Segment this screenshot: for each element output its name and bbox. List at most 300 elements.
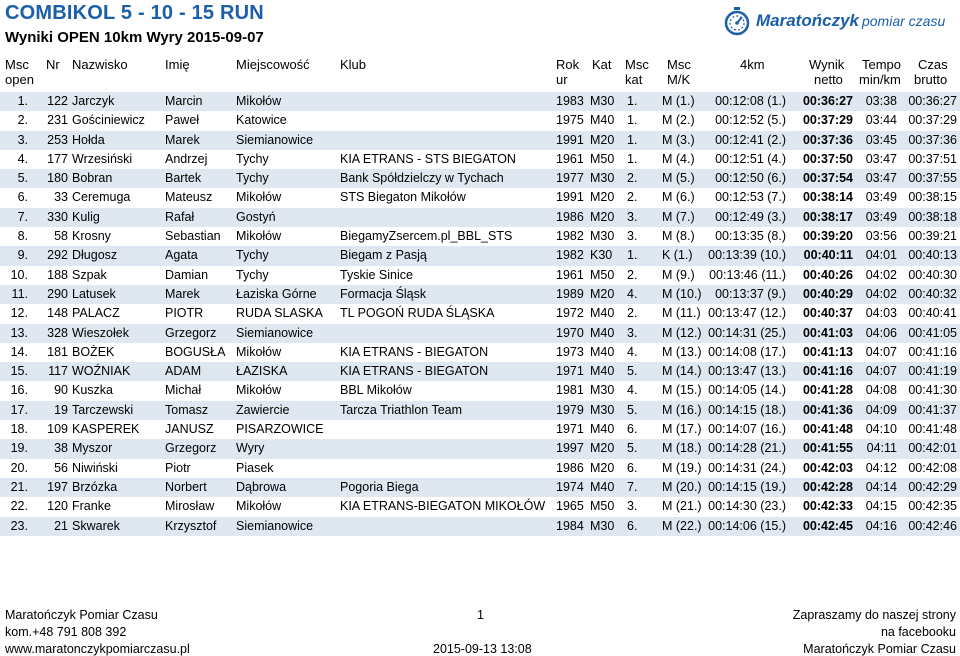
cell-nr: 328 bbox=[47, 325, 68, 340]
cell-nazwisko: Bobran bbox=[72, 171, 113, 186]
cell-nr: 117 bbox=[48, 364, 68, 379]
cell-rok: 1974 bbox=[556, 479, 584, 494]
cell-wynik: 00:42:45 bbox=[802, 518, 853, 533]
cell-msc-mk: M (20.) bbox=[662, 479, 702, 494]
cell-nr: 38 bbox=[54, 441, 68, 456]
cell-nazwisko: Niwiński bbox=[72, 460, 118, 475]
table-row bbox=[0, 459, 960, 478]
cell-nr: 290 bbox=[47, 286, 68, 301]
cell-wynik: 00:40:37 bbox=[802, 306, 853, 321]
cell-imie: JANUSZ bbox=[165, 422, 214, 437]
cell-msc-kat: 2. bbox=[627, 190, 638, 205]
cell-msc-kat: 3. bbox=[627, 209, 638, 224]
cell-miejscowosc: Wyry bbox=[236, 441, 265, 456]
cell-msc: 22. bbox=[10, 499, 28, 514]
cell-msc-kat: 3. bbox=[627, 499, 638, 514]
cell-miejscowosc: Mikołów bbox=[236, 499, 282, 514]
col-rok-2: ur bbox=[556, 72, 568, 87]
footer-page-number: 1 bbox=[477, 608, 484, 622]
cell-miejscowosc: Dąbrowa bbox=[236, 479, 287, 494]
table-row bbox=[0, 439, 960, 458]
cell-czas: 00:40:32 bbox=[908, 286, 957, 301]
table-row bbox=[0, 227, 960, 246]
cell-msc-kat: 1. bbox=[627, 94, 638, 108]
cell-imie: Michał bbox=[165, 383, 202, 398]
cell-wynik: 00:41:16 bbox=[802, 364, 853, 379]
cell-nazwisko: Krosny bbox=[72, 229, 111, 244]
cell-nazwisko: Szpak bbox=[72, 267, 107, 282]
results-table bbox=[0, 92, 960, 536]
cell-nazwisko: Tarczewski bbox=[72, 402, 134, 417]
logo-brand-text: Maratończyk bbox=[756, 11, 859, 30]
cell-kat: M40 bbox=[590, 344, 615, 359]
cell-4km: 00:14:15 (19.) bbox=[708, 479, 786, 494]
cell-kat: M40 bbox=[590, 113, 615, 128]
cell-rok: 1984 bbox=[556, 518, 584, 533]
col-tempo-1: Tempo bbox=[862, 57, 902, 72]
cell-msc-mk: M (22.) bbox=[662, 518, 702, 533]
cell-msc-mk: M (6.) bbox=[662, 190, 695, 205]
col-msc-kat-1: Msc bbox=[625, 57, 649, 72]
cell-wynik: 00:42:03 bbox=[802, 460, 853, 475]
cell-nazwisko: Kuszka bbox=[72, 383, 113, 398]
cell-msc-kat: 6. bbox=[627, 422, 638, 437]
cell-imie: Agata bbox=[165, 248, 198, 263]
cell-klub: TL POGOŃ RUDA ŚLĄSKA bbox=[340, 306, 495, 321]
table-row bbox=[0, 497, 960, 516]
cell-msc: 11. bbox=[11, 286, 28, 301]
cell-rok: 1975 bbox=[556, 113, 584, 128]
cell-czas: 00:37:29 bbox=[908, 113, 957, 128]
cell-msc: 10. bbox=[10, 267, 28, 282]
cell-imie: Sebastian bbox=[165, 229, 221, 244]
cell-kat: M30 bbox=[590, 383, 615, 398]
cell-wynik: 00:41:55 bbox=[802, 441, 853, 456]
cell-kat: M20 bbox=[590, 460, 615, 475]
cell-nazwisko: Brzózka bbox=[72, 479, 118, 494]
cell-tempo: 04:16 bbox=[865, 518, 897, 533]
cell-miejscowosc: RUDA SLASKA bbox=[236, 306, 323, 321]
cell-miejscowosc: Tychy bbox=[236, 248, 269, 263]
cell-wynik: 00:42:33 bbox=[802, 499, 853, 514]
cell-klub: Tarcza Triathlon Team bbox=[340, 402, 463, 417]
cell-imie: Grzegorz bbox=[165, 441, 217, 456]
cell-nr: 253 bbox=[47, 132, 68, 147]
cell-msc: 4. bbox=[17, 151, 28, 166]
cell-tempo: 04:14 bbox=[865, 479, 897, 494]
cell-imie: Paweł bbox=[165, 113, 200, 128]
col-tempo-2: min/km bbox=[859, 72, 901, 87]
cell-klub: KIA ETRANS - STS BIEGATON bbox=[340, 151, 516, 166]
cell-4km: 00:12:51 (4.) bbox=[715, 151, 786, 166]
cell-kat: M40 bbox=[590, 479, 615, 494]
cell-klub: STS Biegaton Mikołów bbox=[340, 190, 466, 205]
cell-czas: 00:41:37 bbox=[908, 402, 957, 417]
cell-imie: Marcin bbox=[165, 94, 203, 108]
cell-nr: 148 bbox=[47, 306, 68, 321]
cell-imie: Grzegorz bbox=[165, 325, 217, 340]
cell-nazwisko: KASPEREK bbox=[72, 422, 140, 437]
col-msc-mk-1: Msc bbox=[667, 57, 691, 72]
cell-kat: M30 bbox=[590, 171, 615, 186]
cell-msc: 23. bbox=[10, 518, 28, 533]
cell-czas: 00:41:19 bbox=[908, 364, 957, 379]
cell-4km: 00:14:28 (21.) bbox=[708, 441, 786, 456]
cell-msc-mk: M (10.) bbox=[662, 286, 702, 301]
cell-miejscowosc: Siemianowice bbox=[236, 518, 314, 533]
cell-imie: Mateusz bbox=[165, 190, 213, 205]
cell-nazwisko: Franke bbox=[72, 499, 111, 514]
cell-imie: ADAM bbox=[165, 364, 202, 379]
cell-kat: M50 bbox=[590, 151, 615, 166]
cell-tempo: 04:02 bbox=[865, 286, 897, 301]
cell-tempo: 04:10 bbox=[865, 422, 897, 437]
cell-imie: Marek bbox=[165, 286, 200, 301]
cell-tempo: 03:49 bbox=[865, 209, 897, 224]
cell-4km: 00:14:30 (23.) bbox=[708, 499, 786, 514]
cell-msc-kat: 3. bbox=[627, 325, 638, 340]
col-kat: Kat bbox=[592, 57, 612, 72]
col-nazwisko: Nazwisko bbox=[72, 57, 128, 72]
cell-nr: 231 bbox=[47, 113, 68, 128]
cell-rok: 1991 bbox=[556, 132, 584, 147]
cell-kat: M40 bbox=[590, 422, 615, 437]
cell-tempo: 04:15 bbox=[865, 499, 897, 514]
cell-msc-kat: 3. bbox=[627, 229, 638, 244]
table-row bbox=[0, 362, 960, 381]
col-wynik-1: Wynik bbox=[809, 57, 845, 72]
table-row bbox=[0, 478, 960, 497]
cell-nr: 109 bbox=[47, 422, 68, 437]
brand-logo bbox=[722, 6, 945, 36]
cell-msc-kat: 1. bbox=[627, 248, 638, 263]
logo-sub-text: pomiar czasu bbox=[861, 13, 946, 29]
cell-tempo: 04:12 bbox=[865, 460, 897, 475]
col-imie: Imię bbox=[165, 57, 190, 72]
cell-tempo: 04:08 bbox=[865, 383, 897, 398]
cell-wynik: 00:41:36 bbox=[802, 402, 853, 417]
cell-wynik: 00:37:50 bbox=[802, 151, 853, 166]
cell-msc-kat: 4. bbox=[627, 344, 638, 359]
cell-4km: 00:14:31 (25.) bbox=[708, 325, 786, 340]
cell-miejscowosc: Mikołów bbox=[236, 94, 282, 108]
cell-nazwisko: Myszor bbox=[72, 441, 113, 456]
cell-nr: 180 bbox=[47, 171, 68, 186]
cell-czas: 00:42:08 bbox=[908, 460, 957, 475]
cell-czas: 00:41:05 bbox=[908, 325, 957, 340]
cell-klub: Formacja Śląsk bbox=[340, 286, 427, 301]
cell-rok: 1961 bbox=[556, 267, 584, 282]
col-msc-open-1: Msc bbox=[5, 57, 29, 72]
cell-tempo: 04:07 bbox=[865, 344, 897, 359]
table-row bbox=[0, 517, 960, 536]
table-row bbox=[0, 266, 960, 285]
col-4km: 4km bbox=[740, 57, 765, 72]
cell-4km: 00:13:39 (10.) bbox=[708, 248, 786, 263]
col-rok-1: Rok bbox=[556, 57, 580, 72]
cell-rok: 1972 bbox=[556, 306, 584, 321]
cell-klub: Tyskie Sinice bbox=[340, 267, 413, 282]
cell-4km: 00:12:08 (1.) bbox=[715, 94, 786, 108]
table-row bbox=[0, 92, 960, 111]
cell-kat: M20 bbox=[590, 209, 615, 224]
cell-imie: Mirosław bbox=[165, 499, 215, 514]
cell-tempo: 04:01 bbox=[865, 248, 897, 263]
cell-czas: 00:41:16 bbox=[908, 344, 957, 359]
cell-imie: Bartek bbox=[165, 171, 202, 186]
cell-msc: 16. bbox=[10, 383, 28, 398]
cell-rok: 1970 bbox=[556, 325, 584, 340]
cell-nr: 292 bbox=[47, 248, 68, 263]
cell-imie: Norbert bbox=[165, 479, 207, 494]
cell-klub: BBL Mikołów bbox=[340, 383, 412, 398]
cell-miejscowosc: Tychy bbox=[236, 151, 269, 166]
cell-rok: 1983 bbox=[556, 94, 584, 108]
cell-tempo: 04:07 bbox=[865, 364, 897, 379]
cell-wynik: 00:41:28 bbox=[802, 383, 853, 398]
cell-nazwisko: Latusek bbox=[72, 286, 116, 301]
cell-4km: 00:13:47 (13.) bbox=[708, 364, 786, 379]
table-row bbox=[0, 285, 960, 304]
cell-nazwisko: Gościniewicz bbox=[72, 113, 145, 128]
cell-msc-mk: M (19.) bbox=[662, 460, 702, 475]
cell-nazwisko: Skwarek bbox=[72, 518, 120, 533]
cell-msc-kat: 6. bbox=[627, 518, 638, 533]
cell-wynik: 00:42:28 bbox=[802, 479, 853, 494]
cell-kat: M50 bbox=[590, 499, 615, 514]
cell-nr: 177 bbox=[47, 151, 68, 166]
cell-imie: Piotr bbox=[165, 460, 191, 475]
results-title: COMBIKOL 5 - 10 - 15 RUN bbox=[5, 2, 264, 24]
cell-tempo: 04:11 bbox=[866, 441, 897, 456]
cell-tempo: 03:47 bbox=[865, 151, 897, 166]
cell-nazwisko: BOŻEK bbox=[72, 344, 115, 359]
cell-rok: 1977 bbox=[556, 171, 584, 186]
cell-tempo: 04:06 bbox=[865, 325, 897, 340]
table-row bbox=[0, 169, 960, 188]
cell-msc-kat: 5. bbox=[627, 364, 638, 379]
cell-tempo: 03:56 bbox=[865, 229, 897, 244]
cell-msc: 12. bbox=[10, 306, 28, 321]
cell-miejscowosc: Gostyń bbox=[236, 209, 276, 224]
cell-miejscowosc: Siemianowice bbox=[236, 132, 314, 147]
cell-4km: 00:14:06 (15.) bbox=[708, 518, 786, 533]
cell-kat: M30 bbox=[590, 229, 615, 244]
cell-msc-kat: 2. bbox=[627, 306, 638, 321]
cell-rok: 1981 bbox=[556, 383, 584, 398]
table-row bbox=[0, 420, 960, 439]
table-row bbox=[0, 324, 960, 343]
col-wynik-2: netto bbox=[814, 72, 843, 87]
footer-phone: kom.+48 791 808 392 bbox=[5, 625, 127, 639]
col-miejscowosc: Miejscowość bbox=[236, 57, 310, 72]
cell-kat: M30 bbox=[590, 518, 615, 533]
cell-4km: 00:14:07 (16.) bbox=[708, 422, 786, 437]
cell-msc-mk: M (1.) bbox=[662, 94, 695, 108]
cell-miejscowosc: Tychy bbox=[236, 267, 269, 282]
cell-nazwisko: Jarczyk bbox=[72, 94, 115, 108]
cell-msc: 1. bbox=[17, 94, 28, 108]
cell-msc: 6. bbox=[17, 190, 28, 205]
cell-msc-mk: M (4.) bbox=[662, 151, 695, 166]
cell-nr: 33 bbox=[54, 190, 68, 205]
cell-miejscowosc: Siemianowice bbox=[236, 325, 314, 340]
table-row bbox=[0, 150, 960, 169]
results-subtitle: Wyniki OPEN 10km Wyry 2015-09-07 bbox=[5, 29, 264, 46]
cell-nr: 330 bbox=[47, 209, 68, 224]
stopwatch-icon bbox=[722, 6, 752, 36]
cell-msc-mk: M (2.) bbox=[662, 113, 695, 128]
cell-msc-mk: M (8.) bbox=[662, 229, 695, 244]
cell-tempo: 03:38 bbox=[865, 94, 897, 108]
cell-czas: 00:37:55 bbox=[908, 171, 957, 186]
cell-msc-mk: M (9.) bbox=[662, 267, 695, 282]
cell-wynik: 00:41:03 bbox=[802, 325, 853, 340]
cell-rok: 1986 bbox=[556, 209, 584, 224]
cell-kat: M30 bbox=[590, 94, 615, 108]
cell-kat: M20 bbox=[590, 132, 615, 147]
cell-msc-mk: M (7.) bbox=[662, 209, 695, 224]
cell-4km: 00:14:08 (17.) bbox=[708, 344, 786, 359]
cell-imie: PIOTR bbox=[165, 306, 204, 321]
cell-imie: BOGUSŁA bbox=[165, 344, 226, 359]
cell-wynik: 00:39:20 bbox=[802, 229, 853, 244]
cell-klub: KIA ETRANS - BIEGATON bbox=[340, 344, 489, 359]
cell-wynik: 00:37:36 bbox=[802, 132, 853, 147]
cell-rok: 1979 bbox=[556, 402, 584, 417]
cell-msc-kat: 5. bbox=[627, 441, 638, 456]
cell-nazwisko: Wieszołek bbox=[72, 325, 129, 340]
cell-nazwisko: Ceremuga bbox=[72, 190, 131, 205]
cell-czas: 00:42:46 bbox=[908, 518, 957, 533]
cell-msc-mk: M (14.) bbox=[662, 364, 702, 379]
col-msc-mk-2: M/K bbox=[667, 72, 691, 87]
col-msc-kat-2: kat bbox=[625, 72, 643, 87]
cell-msc-mk: M (17.) bbox=[662, 422, 702, 437]
cell-kat: M40 bbox=[590, 325, 615, 340]
cell-msc-mk: M (5.) bbox=[662, 171, 695, 186]
cell-czas: 00:40:41 bbox=[908, 306, 957, 321]
cell-msc-mk: M (11.) bbox=[662, 306, 701, 321]
cell-imie: Tomasz bbox=[165, 402, 209, 417]
cell-nazwisko: Wrzesiński bbox=[72, 151, 133, 166]
cell-nr: 188 bbox=[47, 267, 68, 282]
cell-czas: 00:37:51 bbox=[908, 151, 957, 166]
cell-czas: 00:40:30 bbox=[908, 267, 957, 282]
cell-msc: 20. bbox=[10, 460, 28, 475]
cell-wynik: 00:38:17 bbox=[802, 209, 853, 224]
cell-nazwisko: PALACZ bbox=[72, 306, 120, 321]
cell-nr: 122 bbox=[47, 94, 68, 108]
cell-klub: KIA ETRANS - BIEGATON bbox=[340, 364, 489, 379]
cell-kat: M20 bbox=[590, 190, 615, 205]
cell-miejscowosc: Zawiercie bbox=[236, 402, 290, 417]
cell-miejscowosc: Tychy bbox=[236, 171, 269, 186]
cell-rok: 1971 bbox=[556, 422, 584, 437]
cell-nr: 58 bbox=[54, 229, 68, 244]
cell-rok: 1961 bbox=[556, 151, 584, 166]
cell-imie: Andrzej bbox=[165, 151, 208, 166]
cell-miejscowosc: Katowice bbox=[236, 113, 287, 128]
cell-msc-mk: M (21.) bbox=[662, 499, 702, 514]
cell-miejscowosc: Łaziska Górne bbox=[236, 286, 317, 301]
cell-4km: 00:12:41 (2.) bbox=[715, 132, 786, 147]
cell-nazwisko: WOŹNIAK bbox=[72, 364, 131, 379]
cell-msc-kat: 1. bbox=[627, 113, 638, 128]
cell-tempo: 04:09 bbox=[865, 402, 897, 417]
cell-tempo: 03:47 bbox=[865, 171, 897, 186]
col-czas-2: brutto bbox=[914, 72, 948, 87]
cell-wynik: 00:38:14 bbox=[802, 190, 853, 205]
cell-nr: 120 bbox=[47, 499, 68, 514]
cell-msc: 8. bbox=[17, 229, 28, 244]
cell-4km: 00:12:50 (6.) bbox=[715, 171, 786, 186]
footer-invite: Zapraszamy do naszej strony bbox=[792, 608, 956, 622]
cell-czas: 00:39:21 bbox=[908, 229, 957, 244]
footer-website[interactable]: www.maratonczykpomiarczasu.pl bbox=[5, 642, 190, 656]
cell-wynik: 00:40:29 bbox=[802, 286, 853, 301]
cell-4km: 00:14:05 (14.) bbox=[708, 383, 786, 398]
cell-klub: KIA ETRANS-BIEGATON MIKOŁÓW bbox=[340, 499, 546, 514]
cell-msc: 19. bbox=[10, 441, 28, 456]
cell-msc-mk: M (15.) bbox=[662, 383, 702, 398]
cell-klub: BiegamyZsercem.pl_BBL_STS bbox=[340, 229, 513, 244]
cell-czas: 00:42:35 bbox=[908, 499, 957, 514]
cell-kat: M50 bbox=[590, 267, 615, 282]
footer-facebook[interactable]: na facebooku bbox=[880, 625, 956, 639]
cell-wynik: 00:41:48 bbox=[802, 422, 853, 437]
cell-msc: 21. bbox=[10, 479, 28, 494]
col-nr: Nr bbox=[46, 57, 60, 72]
cell-4km: 00:13:47 (12.) bbox=[708, 306, 786, 321]
cell-klub: Bank Spółdzielczy w Tychach bbox=[340, 171, 504, 186]
cell-wynik: 00:40:11 bbox=[803, 248, 853, 263]
cell-msc: 5. bbox=[17, 171, 28, 186]
cell-rok: 1965 bbox=[556, 499, 584, 514]
cell-rok: 1986 bbox=[556, 460, 584, 475]
cell-czas: 00:36:27 bbox=[908, 94, 957, 108]
cell-miejscowosc: Mikołów bbox=[236, 229, 282, 244]
cell-wynik: 00:36:27 bbox=[802, 94, 853, 108]
page-footer bbox=[0, 608, 960, 656]
cell-msc-kat: 7. bbox=[627, 479, 638, 494]
footer-company-right: Maratończyk Pomiar Czasu bbox=[803, 642, 956, 656]
cell-nr: 19 bbox=[54, 402, 68, 417]
table-row bbox=[0, 131, 960, 150]
cell-msc-kat: 2. bbox=[627, 267, 638, 282]
cell-msc-mk: M (12.) bbox=[662, 325, 702, 340]
cell-czas: 00:42:29 bbox=[908, 479, 957, 494]
cell-msc-mk: K (1.) bbox=[662, 248, 693, 263]
cell-msc: 14. bbox=[10, 344, 28, 359]
cell-4km: 00:13:37 (9.) bbox=[715, 286, 786, 301]
cell-msc: 15. bbox=[10, 364, 28, 379]
cell-klub: Biegam z Pasją bbox=[340, 248, 427, 263]
cell-msc: 9. bbox=[17, 248, 28, 263]
cell-msc-mk: M (18.) bbox=[662, 441, 702, 456]
col-klub: Klub bbox=[340, 57, 367, 72]
cell-msc-mk: M (3.) bbox=[662, 132, 695, 147]
cell-miejscowosc: Piasek bbox=[236, 460, 274, 475]
cell-msc-mk: M (13.) bbox=[662, 344, 702, 359]
cell-imie: Rafał bbox=[165, 209, 195, 224]
cell-miejscowosc: Mikołów bbox=[236, 344, 282, 359]
cell-msc-kat: 4. bbox=[627, 383, 638, 398]
cell-kat: K30 bbox=[590, 248, 613, 263]
footer-company: Maratończyk Pomiar Czasu bbox=[5, 608, 158, 622]
cell-msc: 7. bbox=[17, 209, 28, 224]
cell-kat: M20 bbox=[590, 441, 615, 456]
